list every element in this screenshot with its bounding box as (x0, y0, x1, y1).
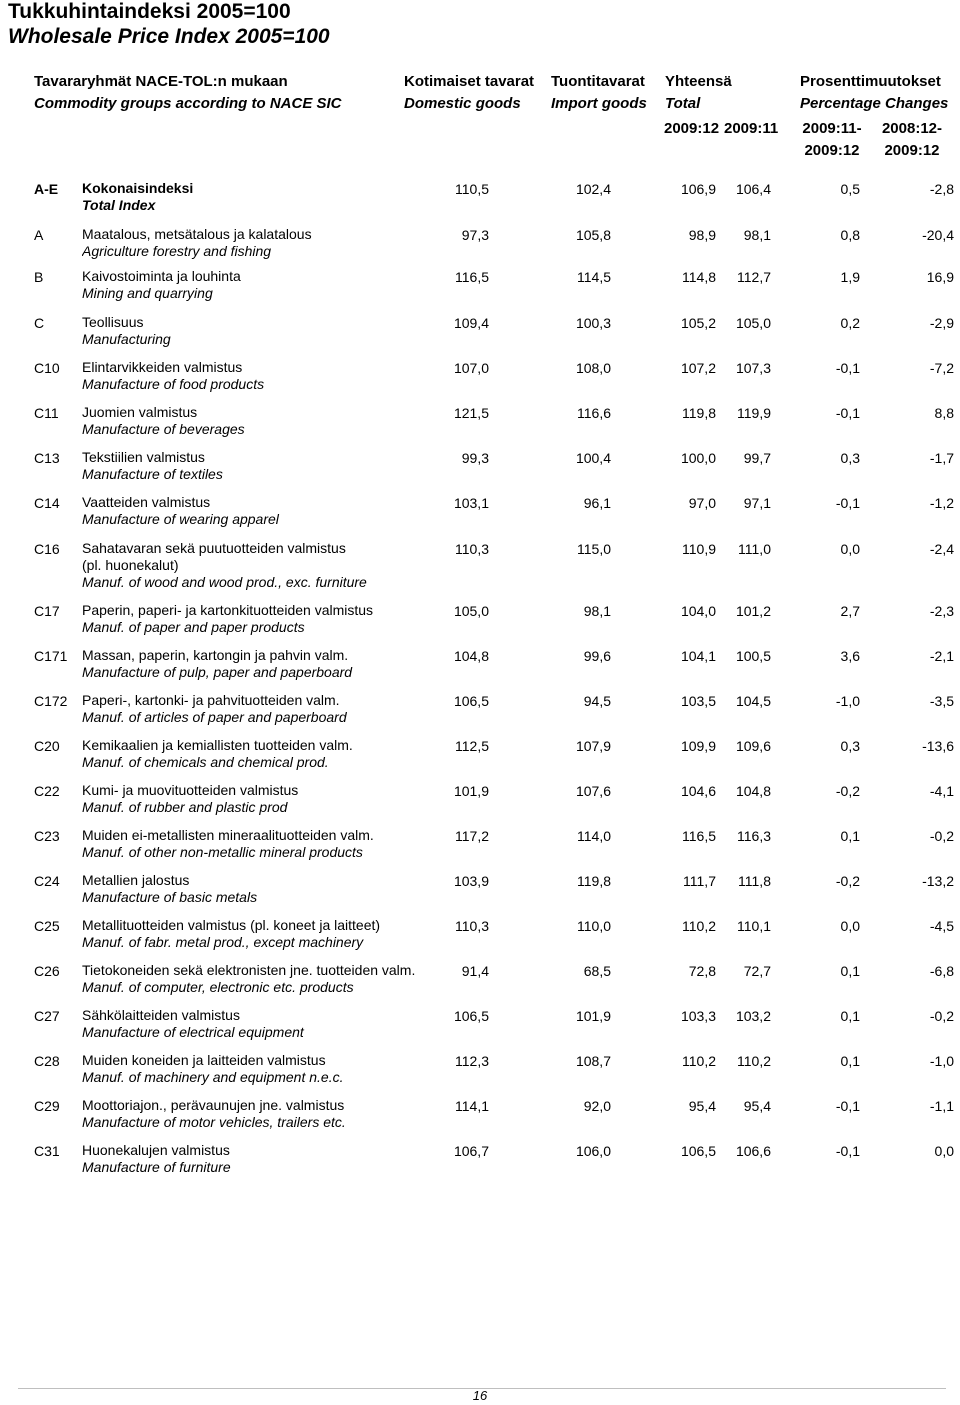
cell-domestic: 110,5 (455, 181, 489, 197)
cell-domestic: 106,5 (453, 693, 489, 709)
header-col-pct1-a: 2009:11- (802, 120, 862, 137)
cell-total-1: 114,8 (682, 269, 716, 285)
page-title-fi: Tukkuhintaindeksi 2005=100 (8, 0, 291, 23)
cell-pct-y: 0,0 (934, 1143, 954, 1159)
table-row (0, 827, 960, 867)
cell-total-1: 105,2 (680, 315, 716, 331)
row-label-en: Manufacture of food products (82, 376, 265, 392)
cell-pct-m: 0,8 (840, 227, 860, 243)
header-groups-fi: Tavararyhmät NACE-TOL:n mukaan (34, 73, 288, 90)
row-label-en: Manuf. of computer, electronic etc. products (82, 979, 354, 995)
cell-pct-y: -13,2 (922, 873, 954, 889)
row-label-fi: Paperi-, kartonki- ja pahvituotteiden valm. (82, 692, 340, 708)
row-label-en: Mining and quarrying (82, 285, 213, 301)
header-total-fi: Yhteensä (665, 73, 732, 90)
cell-total-2: 72,7 (743, 963, 771, 979)
table-row (0, 268, 960, 308)
cell-total-1: 119,8 (682, 405, 716, 421)
row-code: A (34, 227, 44, 243)
cell-pct-m: 1,9 (840, 269, 860, 285)
cell-domestic: 97,3 (461, 227, 489, 243)
cell-pct-m: 0,1 (840, 963, 860, 979)
cell-pct-m: 2,7 (840, 603, 860, 619)
cell-pct-y: -2,4 (929, 541, 954, 557)
table-row (0, 359, 960, 399)
row-label-fi: Elintarvikkeiden valmistus (82, 359, 243, 375)
cell-import: 68,5 (583, 963, 611, 979)
row-label-fi: Kumi- ja muovituotteiden valmistus (82, 782, 299, 798)
cell-pct-m: 3,6 (840, 648, 860, 664)
cell-total-1: 106,5 (680, 1143, 716, 1159)
cell-total-1: 104,6 (680, 783, 716, 799)
cell-total-2: 116,3 (737, 828, 771, 844)
row-label-fi: Juomien valmistus (82, 404, 198, 420)
cell-pct-m: 0,1 (840, 1053, 860, 1069)
cell-pct-m: -0,2 (835, 873, 860, 889)
cell-pct-y: -20,4 (922, 227, 954, 243)
row-label-fi: Teollisuus (82, 314, 144, 330)
row-label-en: Manufacturing (82, 331, 171, 347)
cell-import: 108,7 (575, 1053, 611, 1069)
cell-total-2: 101,2 (735, 603, 771, 619)
table-row (0, 1097, 960, 1137)
cell-pct-y: -4,1 (929, 783, 954, 799)
cell-import: 99,6 (583, 648, 611, 664)
table-row (0, 1007, 960, 1047)
row-code: C13 (34, 450, 60, 466)
row-label-en: Manufacture of motor vehicles, trailers etc. (82, 1114, 346, 1130)
cell-total-2: 98,1 (743, 227, 771, 243)
cell-total-1: 116,5 (682, 828, 716, 844)
cell-total-2: 104,8 (735, 783, 771, 799)
table-row (0, 962, 960, 1002)
header-import-en: Import goods (551, 95, 647, 112)
header-domestic-fi: Kotimaiset tavarat (404, 73, 535, 90)
cell-domestic: 99,3 (461, 450, 489, 466)
row-label-fi: Vaatteiden valmistus (82, 494, 211, 510)
table-row (0, 917, 960, 957)
cell-pct-m: -0,1 (835, 1143, 860, 1159)
header-col-total-1: 2009:12 (664, 120, 720, 137)
cell-pct-y: 8,8 (934, 405, 954, 421)
row-label-en: Manufacture of beverages (82, 421, 245, 437)
cell-pct-m: 0,1 (840, 828, 860, 844)
cell-pct-m: 0,5 (840, 181, 860, 197)
row-label-fi: Sähkölaitteiden valmistus (82, 1007, 240, 1023)
row-code: C27 (34, 1008, 60, 1024)
cell-total-2: 112,7 (737, 269, 771, 285)
row-label-en: Manuf. of rubber and plastic prod (82, 799, 288, 815)
cell-total-2: 111,8 (738, 873, 771, 889)
table-row (0, 180, 960, 220)
cell-import: 106,0 (575, 1143, 611, 1159)
cell-pct-y: -2,1 (929, 648, 954, 664)
cell-domestic: 112,5 (455, 738, 489, 754)
cell-pct-y: -1,2 (929, 495, 954, 511)
cell-total-1: 110,2 (682, 918, 716, 934)
cell-pct-m: 0,3 (840, 738, 860, 754)
cell-pct-m: 0,0 (840, 541, 860, 557)
cell-import: 116,6 (577, 405, 611, 421)
table-row (0, 449, 960, 489)
cell-domestic: 116,5 (455, 269, 489, 285)
cell-domestic: 107,0 (453, 360, 489, 376)
row-label-fi: Tekstiilien valmistus (82, 449, 205, 465)
cell-pct-y: -7,2 (929, 360, 954, 376)
cell-total-2: 119,9 (737, 405, 771, 421)
cell-total-1: 98,9 (688, 227, 716, 243)
row-label-en: Manuf. of chemicals and chemical prod. (82, 754, 329, 770)
row-label-en: Manufacture of pulp, paper and paperboard (82, 664, 353, 680)
cell-total-1: 104,1 (680, 648, 716, 664)
row-label-en: Total Index (82, 197, 156, 213)
table-row (0, 692, 960, 732)
row-code: C25 (34, 918, 60, 934)
cell-total-1: 104,0 (680, 603, 716, 619)
cell-import: 110,0 (577, 918, 611, 934)
cell-pct-y: -13,6 (922, 738, 954, 754)
cell-total-2: 99,7 (743, 450, 771, 466)
cell-total-1: 107,2 (680, 360, 716, 376)
row-label-en: Manuf. of other non-metallic mineral products (82, 844, 363, 860)
cell-pct-m: 0,2 (840, 315, 860, 331)
table-row (0, 602, 960, 642)
row-label-fi: Tietokoneiden sekä elektronisten jne. tuotteiden valm. (82, 962, 416, 978)
row-code: C31 (34, 1143, 60, 1159)
row-code: A-E (34, 181, 59, 197)
row-label-fi: Moottoriajon., perävaunujen jne. valmistus (82, 1097, 345, 1113)
cell-total-2: 103,2 (735, 1008, 771, 1024)
row-label-fi: Sahatavaran sekä puutuotteiden valmistus (82, 540, 346, 556)
row-code: C26 (34, 963, 60, 979)
table-row (0, 314, 960, 354)
cell-import: 98,1 (583, 603, 611, 619)
table-row (0, 1052, 960, 1092)
row-label-en: Manufacture of electrical equipment (82, 1024, 304, 1040)
header-col-pct2-a: 2008:12- (881, 120, 943, 137)
cell-domestic: 121,5 (453, 405, 489, 421)
cell-import: 115,0 (577, 541, 611, 557)
cell-domestic: 117,2 (455, 828, 489, 844)
cell-import: 102,4 (575, 181, 611, 197)
cell-import: 101,9 (575, 1008, 611, 1024)
table-row (0, 647, 960, 687)
cell-pct-y: -2,3 (929, 603, 954, 619)
cell-total-1: 111,7 (683, 873, 716, 889)
cell-import: 108,0 (575, 360, 611, 376)
cell-total-2: 110,1 (737, 918, 771, 934)
cell-pct-y: -2,8 (929, 181, 954, 197)
row-code: C23 (34, 828, 60, 844)
cell-domestic: 103,9 (453, 873, 489, 889)
row-code: C17 (34, 603, 60, 619)
cell-pct-m: 0,0 (840, 918, 860, 934)
cell-total-1: 103,5 (680, 693, 716, 709)
row-code: C10 (34, 360, 60, 376)
row-label-fi: Muiden koneiden ja laitteiden valmistus (82, 1052, 326, 1068)
cell-import: 92,0 (583, 1098, 611, 1114)
row-label-en: Manufacture of textiles (82, 466, 223, 482)
row-label-en: Manuf. of wood and wood prod., exc. furniture (82, 574, 367, 590)
cell-pct-y: -2,9 (929, 315, 954, 331)
cell-total-2: 110,2 (737, 1053, 771, 1069)
cell-total-1: 72,8 (688, 963, 716, 979)
row-code: B (34, 269, 44, 285)
row-label-fi-continued: (pl. huonekalut) (82, 557, 179, 573)
cell-import: 114,5 (577, 269, 611, 285)
cell-total-1: 97,0 (688, 495, 716, 511)
cell-total-2: 107,3 (735, 360, 771, 376)
page-title-en: Wholesale Price Index 2005=100 (8, 25, 330, 48)
cell-domestic: 105,0 (453, 603, 489, 619)
row-code: C171 (34, 648, 68, 664)
cell-total-1: 109,9 (680, 738, 716, 754)
row-label-fi: Huonekalujen valmistus (82, 1142, 230, 1158)
cell-total-2: 100,5 (735, 648, 771, 664)
cell-domestic: 103,1 (453, 495, 489, 511)
cell-import: 94,5 (583, 693, 611, 709)
cell-total-2: 105,0 (735, 315, 771, 331)
row-label-fi: Kokonaisindeksi (82, 180, 194, 196)
cell-pct-y: 16,9 (926, 269, 954, 285)
row-label-en: Manufacture of wearing apparel (82, 511, 279, 527)
cell-pct-m: -1,0 (835, 693, 860, 709)
header-col-pct2-b: 2009:12 (884, 142, 940, 159)
row-code: C172 (34, 693, 68, 709)
cell-pct-y: -3,5 (929, 693, 954, 709)
cell-total-1: 95,4 (688, 1098, 716, 1114)
table-row (0, 540, 960, 590)
cell-pct-y: -1,0 (929, 1053, 954, 1069)
table-row (0, 872, 960, 912)
cell-pct-y: -4,5 (929, 918, 954, 934)
cell-domestic: 91,4 (461, 963, 489, 979)
cell-total-2: 106,4 (735, 181, 771, 197)
row-label-fi: Kaivostoiminta ja louhinta (82, 268, 241, 284)
header-groups-en: Commodity groups according to NACE SIC (34, 95, 342, 112)
row-code: C28 (34, 1053, 60, 1069)
page-number: 16 (472, 1388, 488, 1403)
cell-total-2: 109,6 (735, 738, 771, 754)
table-row (0, 226, 960, 266)
cell-import: 107,6 (575, 783, 611, 799)
row-label-fi: Metallituotteiden valmistus (pl. koneet ja laitteet) (82, 917, 381, 933)
row-code: C24 (34, 873, 60, 889)
cell-domestic: 112,3 (455, 1053, 489, 1069)
cell-pct-m: 0,1 (840, 1008, 860, 1024)
row-code: C22 (34, 783, 60, 799)
row-label-en: Manuf. of machinery and equipment n.e.c. (82, 1069, 344, 1085)
cell-import: 114,0 (577, 828, 611, 844)
row-label-en: Manuf. of articles of paper and paperboard (82, 709, 347, 725)
row-code: C (34, 315, 45, 331)
header-pct-en: Percentage Changes (800, 95, 949, 112)
header-import-fi: Tuontitavarat (551, 73, 645, 90)
cell-import: 107,9 (575, 738, 611, 754)
header-col-total-2: 2009:11 (724, 120, 779, 137)
row-label-fi: Muiden ei-metallisten mineraalituotteiden valm. (82, 827, 374, 843)
cell-pct-m: -0,1 (835, 360, 860, 376)
cell-total-1: 106,9 (680, 181, 716, 197)
cell-total-1: 103,3 (680, 1008, 716, 1024)
cell-pct-m: -0,1 (835, 495, 860, 511)
cell-import: 100,4 (575, 450, 611, 466)
header-domestic-en: Domestic goods (404, 95, 521, 112)
cell-pct-y: -1,7 (929, 450, 954, 466)
cell-pct-y: -1,1 (929, 1098, 954, 1114)
row-label-fi: Massan, paperin, kartongin ja pahvin valm. (82, 647, 349, 663)
cell-import: 100,3 (575, 315, 611, 331)
table-row (0, 1142, 960, 1182)
cell-domestic: 110,3 (455, 918, 489, 934)
row-label-fi: Paperin, paperi- ja kartonkituotteiden valmistus (82, 602, 374, 618)
cell-domestic: 101,9 (453, 783, 489, 799)
row-label-fi: Maatalous, metsätalous ja kalatalous (82, 226, 312, 242)
cell-domestic: 109,4 (453, 315, 489, 331)
row-label-en: Manufacture of furniture (82, 1159, 231, 1175)
cell-total-1: 110,2 (682, 1053, 716, 1069)
row-label-fi: Metallien jalostus (82, 872, 190, 888)
cell-total-2: 104,5 (735, 693, 771, 709)
row-label-en: Agriculture forestry and fishing (82, 243, 272, 259)
table-row (0, 782, 960, 822)
cell-domestic: 104,8 (453, 648, 489, 664)
cell-pct-m: -0,2 (835, 783, 860, 799)
row-code: C14 (34, 495, 60, 511)
row-label-en: Manuf. of fabr. metal prod., except machinery (82, 934, 364, 950)
cell-import: 105,8 (575, 227, 611, 243)
row-code: C29 (34, 1098, 60, 1114)
cell-total-2: 97,1 (743, 495, 771, 511)
cell-total-2: 106,6 (735, 1143, 771, 1159)
cell-domestic: 110,3 (455, 541, 489, 557)
table-row (0, 737, 960, 777)
table-row (0, 404, 960, 444)
row-code: C11 (34, 405, 59, 421)
cell-import: 96,1 (583, 495, 611, 511)
header-col-pct1-b: 2009:12 (804, 142, 860, 159)
cell-pct-y: -0,2 (929, 828, 954, 844)
row-label-en: Manufacture of basic metals (82, 889, 258, 905)
cell-pct-m: -0,1 (835, 1098, 860, 1114)
cell-total-2: 111,0 (738, 541, 771, 557)
header-pct-fi: Prosenttimuutokset (800, 73, 941, 90)
cell-domestic: 106,5 (453, 1008, 489, 1024)
cell-total-1: 100,0 (680, 450, 716, 466)
row-code: C16 (34, 541, 60, 557)
table-row (0, 494, 960, 534)
cell-pct-y: -0,2 (929, 1008, 954, 1024)
row-label-fi: Kemikaalien ja kemiallisten tuotteiden valm. (82, 737, 353, 753)
cell-pct-m: -0,1 (835, 405, 860, 421)
row-code: C20 (34, 738, 60, 754)
cell-domestic: 106,7 (453, 1143, 489, 1159)
cell-import: 119,8 (577, 873, 611, 889)
row-label-en: Manuf. of paper and paper products (82, 619, 305, 635)
header-total-en: Total (665, 95, 701, 112)
cell-total-1: 110,9 (682, 541, 716, 557)
cell-total-2: 95,4 (743, 1098, 771, 1114)
cell-pct-y: -6,8 (929, 963, 954, 979)
cell-pct-m: 0,3 (840, 450, 860, 466)
cell-domestic: 114,1 (455, 1098, 489, 1114)
